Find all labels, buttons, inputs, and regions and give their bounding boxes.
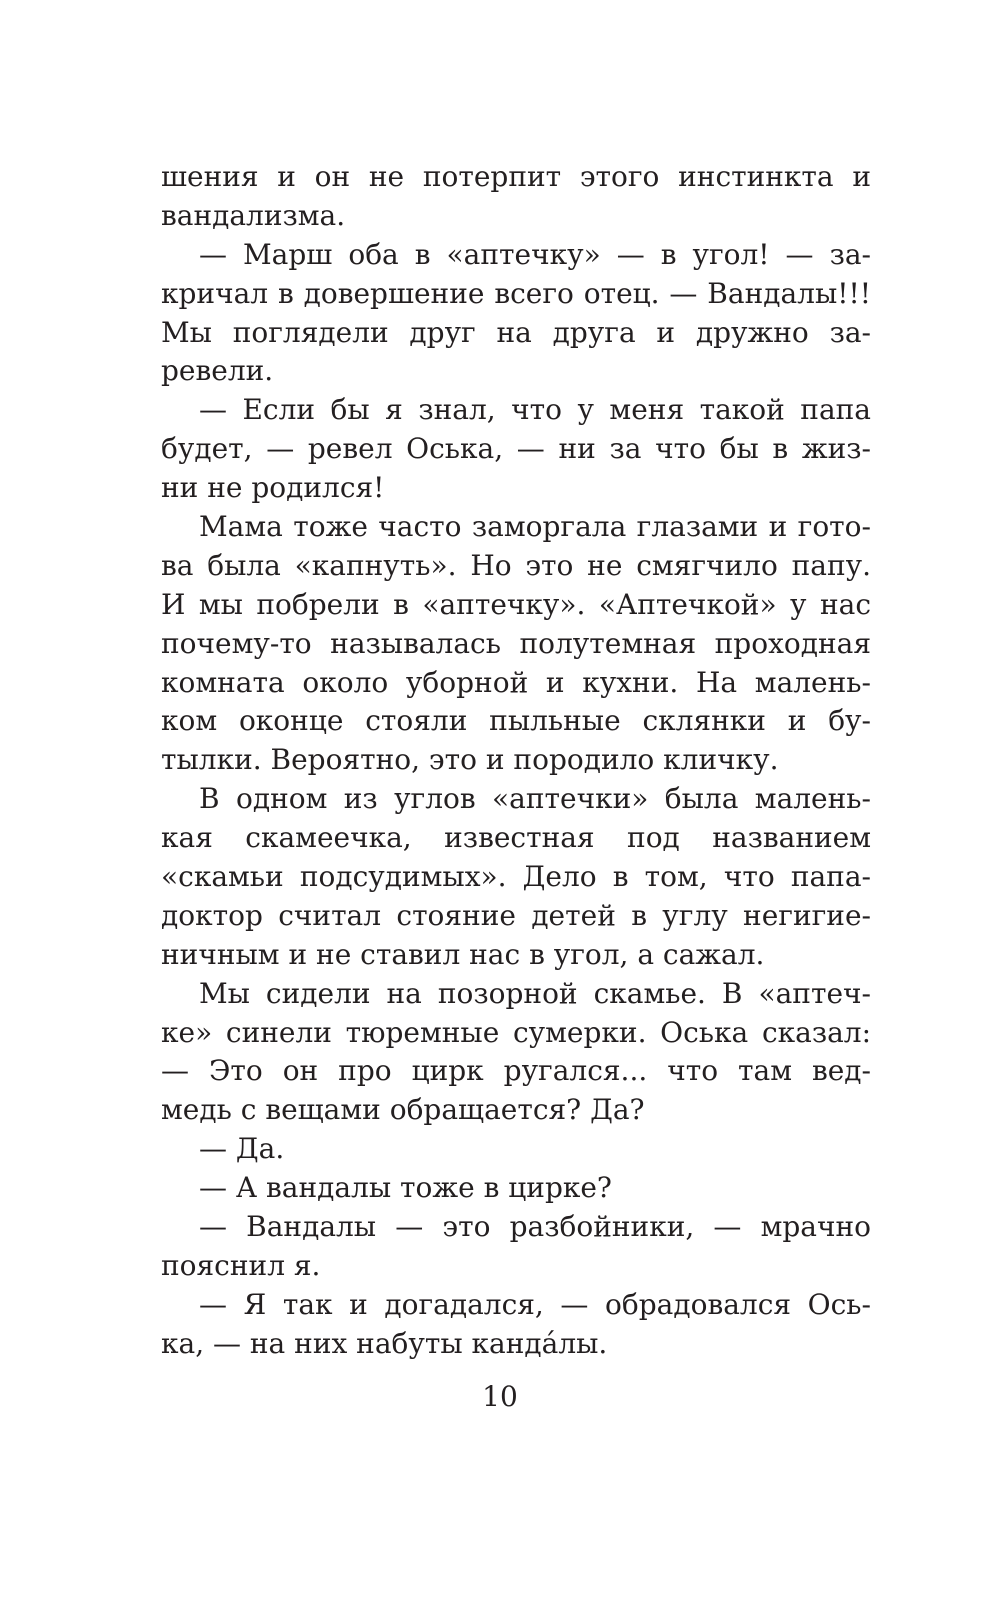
text-line: почему-то называлась полутемная проходная bbox=[161, 626, 871, 660]
text-line: — Это он про цирк ругался... что там вед- bbox=[161, 1054, 871, 1088]
text-line: — Да. bbox=[199, 1132, 285, 1166]
text-line: Мама тоже часто заморгала глазами и гото- bbox=[199, 510, 871, 544]
text-line: вандализма. bbox=[161, 198, 346, 232]
text-line: — А вандалы тоже в цирке? bbox=[199, 1171, 612, 1205]
text-line: — Если бы я знал, что у меня такой папа bbox=[199, 393, 871, 427]
text-line: доктор считал стояние детей в углу негигие- bbox=[161, 898, 871, 932]
body-text bbox=[161, 158, 871, 1364]
text-line: «скамьи подсудимых». Дело в том, что папа- bbox=[161, 860, 871, 894]
text-line: — Вандалы — это разбойники, — мрачно bbox=[199, 1210, 871, 1244]
text-line: ничным и не ставил нас в угол, а сажал. bbox=[161, 937, 765, 971]
text-line: В одном из углов «аптечки» была малень- bbox=[199, 782, 871, 816]
text-line: ка, — на них набуты канда́лы. bbox=[161, 1326, 608, 1360]
text-line: И мы побрели в «аптечку». «Аптечкой» у нас bbox=[161, 587, 871, 621]
text-line: — Марш оба в «аптечку» — в угол! — за- bbox=[199, 237, 871, 271]
text-line: ревели. bbox=[161, 354, 274, 388]
text-line: шения и он не потерпит этого инстинкта и bbox=[161, 160, 871, 193]
text-line: ни не родился! bbox=[161, 471, 385, 505]
text-line: Мы поглядели друг на друга и дружно за- bbox=[161, 315, 871, 349]
text-line: ва была «капнуть». Но это не смягчило папу. bbox=[161, 548, 871, 582]
text-line: — Я так и догадался, — обрадовался Ось- bbox=[199, 1287, 871, 1321]
text-line: ком оконце стояли пыльные склянки и бу- bbox=[161, 704, 871, 738]
text-line: комната около уборной и кухни. На малень- bbox=[161, 665, 871, 699]
text-line: Мы сидели на позорной скамье. В «аптеч- bbox=[199, 976, 871, 1010]
text-line: пояснил я. bbox=[161, 1248, 321, 1282]
text-line: кричал в довершение всего отец. — Вандалы!!! bbox=[161, 276, 871, 310]
text-line: ке» синели тюремные сумерки. Оська сказал: bbox=[161, 1015, 871, 1049]
text-line: тылки. Вероятно, это и породило кличку. bbox=[161, 743, 779, 777]
text-line: будет, — ревел Оська, — ни за что бы в жиз- bbox=[161, 432, 871, 466]
page-number: 10 bbox=[482, 1380, 518, 1413]
text-line: медь с вещами обращается? Да? bbox=[161, 1093, 645, 1127]
text-line: кая скамеечка, известная под названием bbox=[161, 821, 871, 855]
